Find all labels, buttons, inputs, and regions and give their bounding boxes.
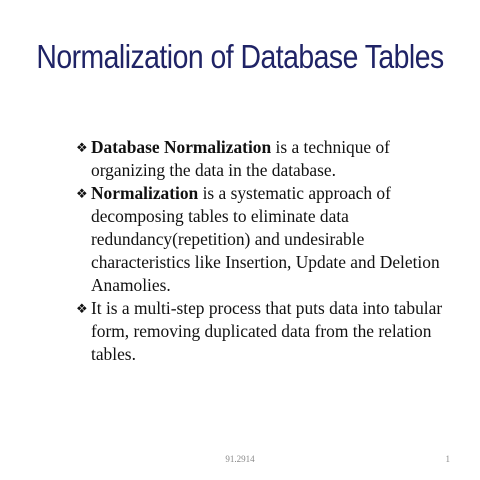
bullet-text	[91, 298, 442, 364]
bullet-body: is a systematic approach of decomposing tables to eliminate data redundancy(repetition) and undesirable characteristics like Insertion, Update and Deletion Anamolies.	[91, 183, 440, 295]
bullet-item	[76, 136, 448, 182]
bullet-item	[76, 297, 448, 366]
bullet-bold-term: Normalization	[91, 183, 199, 203]
bullet-text	[91, 183, 440, 295]
bullet-body: It is a multi-step process that puts data into tabular form, removing duplicated data from the relation tables.	[91, 298, 443, 364]
slide-title: Normalization of Database Tables	[36, 38, 444, 75]
footer-date: 91.2914	[225, 454, 255, 464]
bullet-list	[76, 136, 448, 366]
bullet-body: is a technique of organizing the data in the database.	[91, 137, 390, 180]
bullet-text	[91, 137, 390, 180]
diamond-star-icon: ❖	[76, 301, 88, 316]
diamond-star-icon: ❖	[76, 140, 88, 155]
diamond-star-icon: ❖	[76, 186, 88, 201]
bullet-item	[76, 182, 448, 297]
bullet-bold-term: Database Normalization	[91, 137, 272, 157]
page-number: 1	[445, 454, 450, 464]
